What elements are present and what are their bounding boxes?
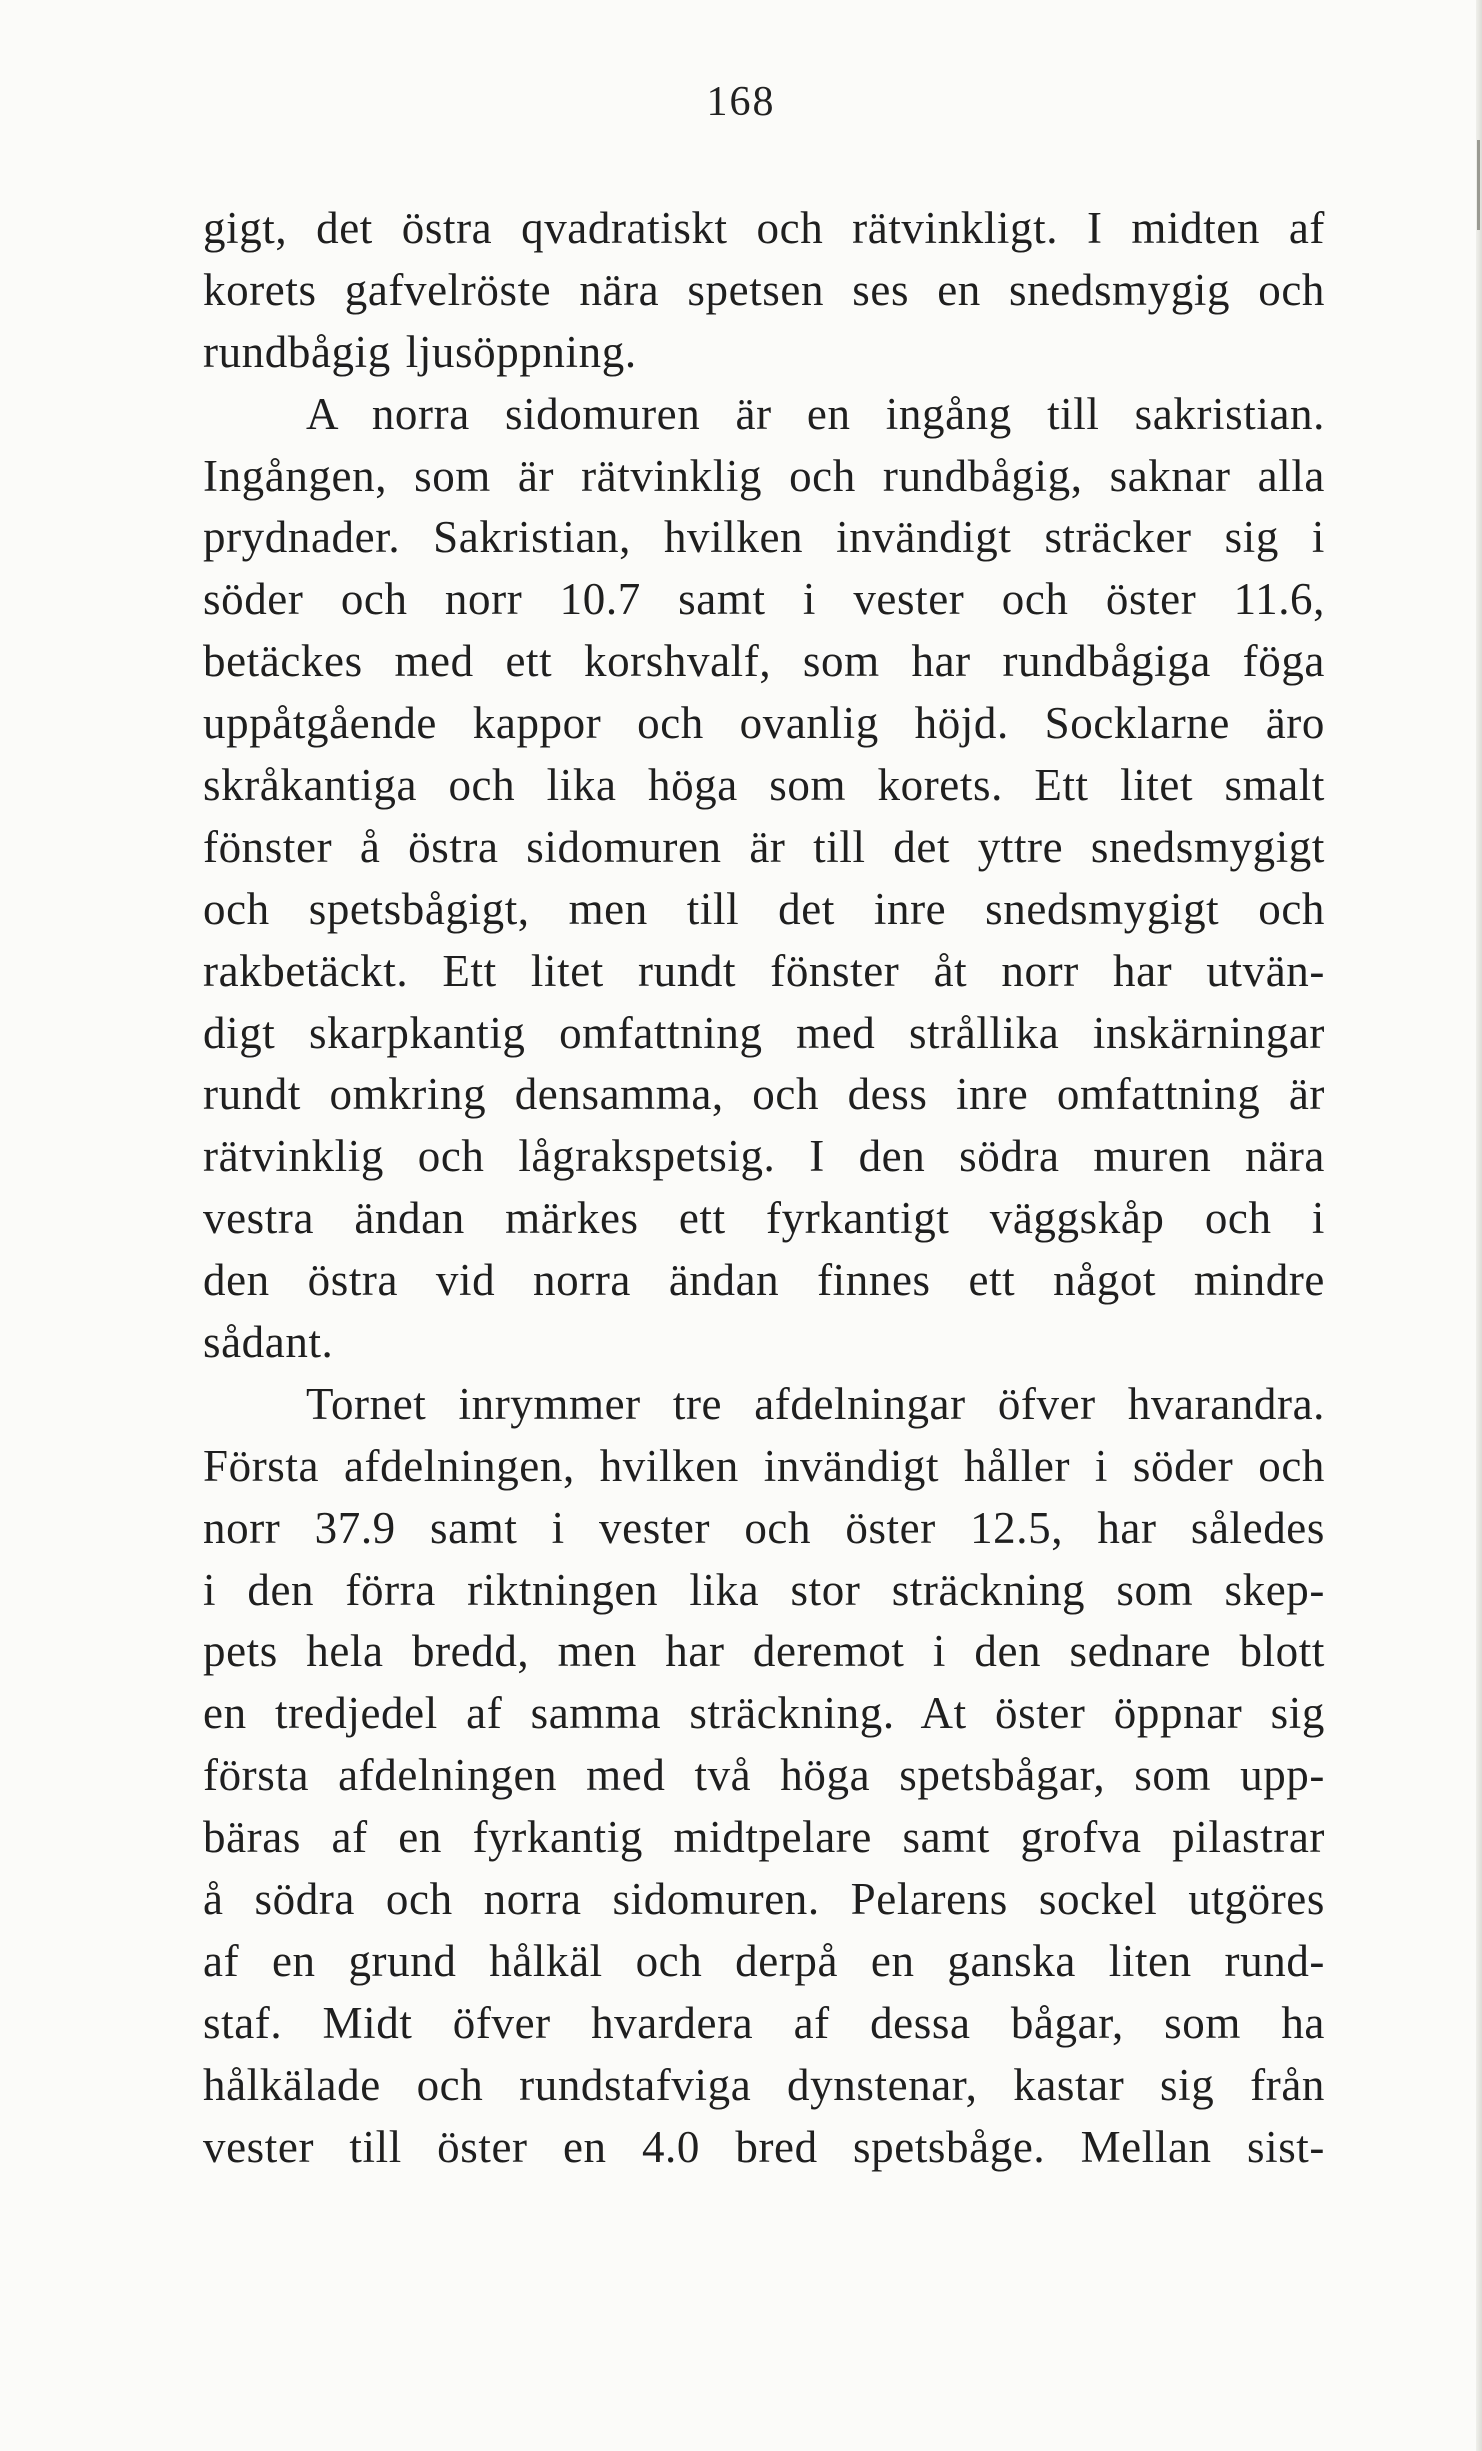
page-edge	[1476, 0, 1482, 2451]
text-line: Ingången, som är rätvinklig och rundbågig, saknar alla	[203, 450, 1325, 501]
text-line: rundt omkring densamma, och dess inre omfattning är	[203, 1069, 1325, 1120]
text-line: uppåtgående kappor och ovanlig höjd. Socklarne äro	[203, 698, 1325, 749]
body-text	[203, 198, 1325, 2179]
text-line: rundbågig ljusöppning.	[203, 326, 637, 377]
text-line: en tredjedel af samma sträckning. At öster öppnar sig	[203, 1688, 1325, 1739]
text-line: sådant.	[203, 1317, 334, 1368]
text-line: vestra ändan märkes ett fyrkantigt väggskåp och i	[203, 1193, 1325, 1244]
text-line: pets hela bredd, men har deremot i den sednare blott	[203, 1626, 1325, 1677]
text-line: och spetsbågigt, men till det inre snedsmygigt och	[203, 883, 1325, 934]
text-line: å södra och norra sidomuren. Pelarens sockel utgöres	[203, 1874, 1325, 1925]
text-line: digt skarpkantig omfattning med strållika inskärningar	[203, 1007, 1325, 1058]
text-line: prydnader. Sakristian, hvilken invändigt sträcker sig i	[203, 512, 1325, 563]
text-line: rätvinklig och lågrakspetsig. I den södra muren nära	[203, 1131, 1325, 1182]
text-line: betäckes med ett korshvalf, som har rundbågiga föga	[203, 636, 1325, 687]
text-line: A norra sidomuren är en ingång till sakristian.	[306, 388, 1325, 439]
text-line: skråkantiga och lika höga som korets. Ett litet smalt	[203, 760, 1325, 811]
text-line: första afdelningen med två höga spetsbågar, som upp-	[203, 1750, 1325, 1801]
text-line: staf. Midt öfver hvardera af dessa bågar, som ha	[203, 1997, 1325, 2048]
text-line: fönster å östra sidomuren är till det yttre snedsmygigt	[203, 821, 1325, 872]
text-line: norr 37.9 samt i vester och öster 12.5, har således	[203, 1502, 1325, 1553]
text-line: vester till öster en 4.0 bred spetsbåge. Mellan sist-	[203, 2121, 1325, 2172]
page-number: 168	[706, 79, 776, 125]
text-line: Tornet inrymmer tre afdelningar öfver hvarandra.	[306, 1378, 1325, 1429]
text-line: gigt, det östra qvadratiskt och rätvinkligt. I midten af	[203, 203, 1325, 253]
text-line: bäras af en fyrkantig midtpelare samt grofva pilastrar	[203, 1812, 1325, 1863]
text-line: hålkälade och rundstafviga dynstenar, kastar sig från	[203, 2059, 1325, 2110]
text-line: söder och norr 10.7 samt i vester och öster 11.6,	[203, 574, 1325, 625]
text-line: den östra vid norra ändan finnes ett något mindre	[203, 1255, 1325, 1306]
text-line: af en grund hålkäl och derpå en ganska liten rund-	[203, 1935, 1325, 1986]
text-line: Första afdelningen, hvilken invändigt håller i söder och	[203, 1440, 1325, 1491]
text-line: korets gafvelröste nära spetsen ses en snedsmygig och	[203, 264, 1325, 315]
text-line: rakbetäckt. Ett litet rundt fönster åt norr har utvän-	[203, 945, 1325, 996]
text-line: i den förra riktningen lika stor sträckning som skep-	[203, 1564, 1325, 1615]
page-edge-mark	[1477, 140, 1480, 230]
